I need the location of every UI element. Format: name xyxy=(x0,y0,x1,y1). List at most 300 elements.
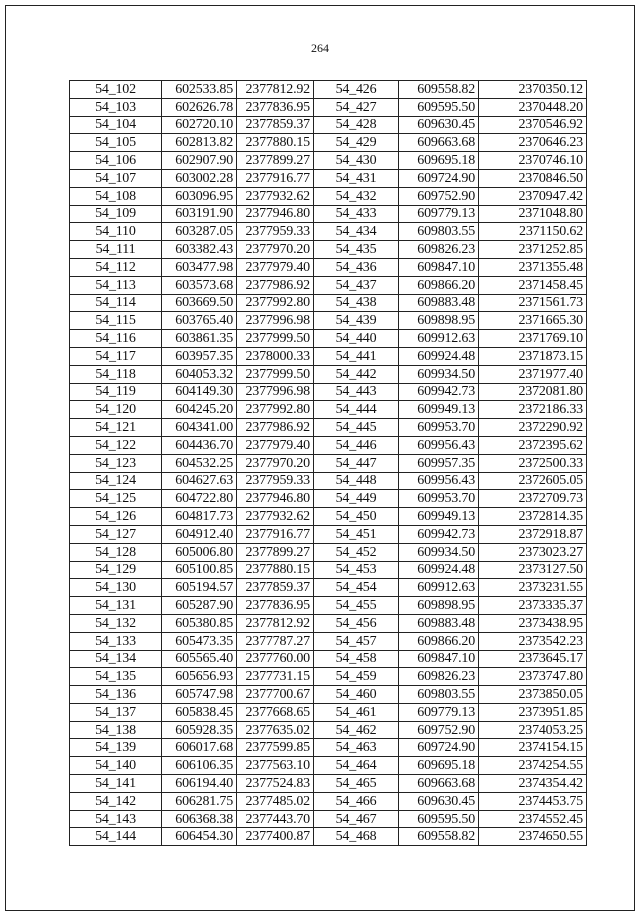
point-id-b-cell: 54_437 xyxy=(314,276,399,294)
point-id-b-cell: 54_438 xyxy=(314,294,399,312)
y-coord-a-cell: 2377563.10 xyxy=(237,757,314,775)
x-coord-a-cell: 605100.85 xyxy=(162,561,237,579)
x-coord-a-cell: 605380.85 xyxy=(162,614,237,632)
x-coord-a-cell: 605565.40 xyxy=(162,650,237,668)
y-coord-a-cell: 2377946.80 xyxy=(237,205,314,223)
y-coord-b-cell: 2373645.17 xyxy=(479,650,587,668)
y-coord-b-cell: 2374453.75 xyxy=(479,792,587,810)
table-row xyxy=(70,775,587,793)
point-id-a-cell: 54_102 xyxy=(70,81,162,99)
table-row xyxy=(70,383,587,401)
y-coord-a-cell: 2377400.87 xyxy=(237,828,314,846)
table-row xyxy=(70,347,587,365)
x-coord-b-cell: 609663.68 xyxy=(399,134,479,152)
point-id-b-cell: 54_460 xyxy=(314,686,399,704)
point-id-b-cell: 54_447 xyxy=(314,454,399,472)
y-coord-b-cell: 2373438.95 xyxy=(479,614,587,632)
x-coord-b-cell: 609663.68 xyxy=(399,775,479,793)
table-row xyxy=(70,810,587,828)
point-id-b-cell: 54_455 xyxy=(314,597,399,615)
point-id-b-cell: 54_452 xyxy=(314,543,399,561)
table-row xyxy=(70,294,587,312)
y-coord-a-cell: 2377836.95 xyxy=(237,597,314,615)
point-id-b-cell: 54_431 xyxy=(314,169,399,187)
point-id-a-cell: 54_110 xyxy=(70,223,162,241)
point-id-a-cell: 54_118 xyxy=(70,365,162,383)
y-coord-a-cell: 2377970.20 xyxy=(237,241,314,259)
y-coord-a-cell: 2377443.70 xyxy=(237,810,314,828)
point-id-b-cell: 54_432 xyxy=(314,187,399,205)
table-row xyxy=(70,668,587,686)
y-coord-a-cell: 2377859.37 xyxy=(237,579,314,597)
x-coord-a-cell: 605838.45 xyxy=(162,703,237,721)
y-coord-b-cell: 2371150.62 xyxy=(479,223,587,241)
point-id-b-cell: 54_448 xyxy=(314,472,399,490)
y-coord-a-cell: 2377916.77 xyxy=(237,169,314,187)
x-coord-a-cell: 606454.30 xyxy=(162,828,237,846)
point-id-a-cell: 54_131 xyxy=(70,597,162,615)
x-coord-a-cell: 603002.28 xyxy=(162,169,237,187)
y-coord-a-cell: 2377812.92 xyxy=(237,81,314,99)
x-coord-a-cell: 603382.43 xyxy=(162,241,237,259)
point-id-a-cell: 54_129 xyxy=(70,561,162,579)
y-coord-a-cell: 2377700.67 xyxy=(237,686,314,704)
x-coord-b-cell: 609957.35 xyxy=(399,454,479,472)
x-coord-b-cell: 609942.73 xyxy=(399,383,479,401)
y-coord-a-cell: 2377635.02 xyxy=(237,721,314,739)
x-coord-a-cell: 602907.90 xyxy=(162,152,237,170)
y-coord-a-cell: 2377899.27 xyxy=(237,543,314,561)
point-id-a-cell: 54_111 xyxy=(70,241,162,259)
x-coord-b-cell: 609695.18 xyxy=(399,152,479,170)
point-id-a-cell: 54_144 xyxy=(70,828,162,846)
point-id-a-cell: 54_123 xyxy=(70,454,162,472)
x-coord-a-cell: 603765.40 xyxy=(162,312,237,330)
table-row xyxy=(70,98,587,116)
point-id-b-cell: 54_450 xyxy=(314,508,399,526)
x-coord-b-cell: 609956.43 xyxy=(399,472,479,490)
point-id-b-cell: 54_456 xyxy=(314,614,399,632)
x-coord-b-cell: 609883.48 xyxy=(399,614,479,632)
point-id-a-cell: 54_137 xyxy=(70,703,162,721)
point-id-a-cell: 54_117 xyxy=(70,347,162,365)
y-coord-a-cell: 2377946.80 xyxy=(237,490,314,508)
y-coord-a-cell: 2377524.83 xyxy=(237,775,314,793)
y-coord-a-cell: 2377970.20 xyxy=(237,454,314,472)
table-row xyxy=(70,401,587,419)
y-coord-b-cell: 2371665.30 xyxy=(479,312,587,330)
point-id-b-cell: 54_429 xyxy=(314,134,399,152)
x-coord-b-cell: 609724.90 xyxy=(399,739,479,757)
table-row xyxy=(70,739,587,757)
x-coord-b-cell: 609924.48 xyxy=(399,347,479,365)
y-coord-b-cell: 2370846.50 xyxy=(479,169,587,187)
y-coord-a-cell: 2377992.80 xyxy=(237,294,314,312)
y-coord-b-cell: 2373023.27 xyxy=(479,543,587,561)
x-coord-b-cell: 609934.50 xyxy=(399,365,479,383)
table-row xyxy=(70,543,587,561)
x-coord-b-cell: 609630.45 xyxy=(399,116,479,134)
x-coord-a-cell: 605287.90 xyxy=(162,597,237,615)
y-coord-a-cell: 2377986.92 xyxy=(237,276,314,294)
x-coord-b-cell: 609826.23 xyxy=(399,668,479,686)
table-row xyxy=(70,632,587,650)
y-coord-b-cell: 2372709.73 xyxy=(479,490,587,508)
point-id-a-cell: 54_143 xyxy=(70,810,162,828)
point-id-b-cell: 54_467 xyxy=(314,810,399,828)
table-row xyxy=(70,134,587,152)
table-row xyxy=(70,508,587,526)
table-row xyxy=(70,365,587,383)
point-id-a-cell: 54_138 xyxy=(70,721,162,739)
table-row xyxy=(70,472,587,490)
y-coord-a-cell: 2377599.85 xyxy=(237,739,314,757)
x-coord-b-cell: 609883.48 xyxy=(399,294,479,312)
point-id-a-cell: 54_139 xyxy=(70,739,162,757)
point-id-a-cell: 54_122 xyxy=(70,436,162,454)
y-coord-a-cell: 2377899.27 xyxy=(237,152,314,170)
x-coord-b-cell: 609630.45 xyxy=(399,792,479,810)
y-coord-a-cell: 2377959.33 xyxy=(237,472,314,490)
point-id-b-cell: 54_453 xyxy=(314,561,399,579)
point-id-a-cell: 54_103 xyxy=(70,98,162,116)
point-id-a-cell: 54_107 xyxy=(70,169,162,187)
y-coord-a-cell: 2377979.40 xyxy=(237,258,314,276)
point-id-b-cell: 54_428 xyxy=(314,116,399,134)
point-id-b-cell: 54_442 xyxy=(314,365,399,383)
y-coord-b-cell: 2372290.92 xyxy=(479,419,587,437)
x-coord-b-cell: 609912.63 xyxy=(399,579,479,597)
x-coord-b-cell: 609949.13 xyxy=(399,401,479,419)
y-coord-a-cell: 2377932.62 xyxy=(237,508,314,526)
y-coord-b-cell: 2371048.80 xyxy=(479,205,587,223)
x-coord-a-cell: 602626.78 xyxy=(162,98,237,116)
x-coord-b-cell: 609595.50 xyxy=(399,98,479,116)
table-row xyxy=(70,223,587,241)
y-coord-a-cell: 2377932.62 xyxy=(237,187,314,205)
point-id-a-cell: 54_130 xyxy=(70,579,162,597)
y-coord-a-cell: 2377787.27 xyxy=(237,632,314,650)
coordinates-table-body xyxy=(70,81,587,846)
x-coord-a-cell: 606281.75 xyxy=(162,792,237,810)
y-coord-a-cell: 2377999.50 xyxy=(237,365,314,383)
table-row xyxy=(70,169,587,187)
x-coord-a-cell: 603477.98 xyxy=(162,258,237,276)
x-coord-a-cell: 606106.35 xyxy=(162,757,237,775)
x-coord-b-cell: 609826.23 xyxy=(399,241,479,259)
page-number: 264 xyxy=(311,41,329,55)
table-row xyxy=(70,614,587,632)
y-coord-b-cell: 2370448.20 xyxy=(479,98,587,116)
y-coord-a-cell: 2377731.15 xyxy=(237,668,314,686)
point-id-b-cell: 54_430 xyxy=(314,152,399,170)
point-id-b-cell: 54_439 xyxy=(314,312,399,330)
table-row xyxy=(70,490,587,508)
table-row xyxy=(70,686,587,704)
y-coord-a-cell: 2377760.00 xyxy=(237,650,314,668)
table-row xyxy=(70,757,587,775)
point-id-a-cell: 54_113 xyxy=(70,276,162,294)
y-coord-a-cell: 2377979.40 xyxy=(237,436,314,454)
y-coord-b-cell: 2371252.85 xyxy=(479,241,587,259)
table-row xyxy=(70,561,587,579)
point-id-a-cell: 54_112 xyxy=(70,258,162,276)
point-id-a-cell: 54_142 xyxy=(70,792,162,810)
table-row xyxy=(70,205,587,223)
point-id-a-cell: 54_120 xyxy=(70,401,162,419)
x-coord-a-cell: 603287.05 xyxy=(162,223,237,241)
point-id-a-cell: 54_132 xyxy=(70,614,162,632)
point-id-a-cell: 54_119 xyxy=(70,383,162,401)
x-coord-b-cell: 609953.70 xyxy=(399,490,479,508)
y-coord-b-cell: 2372814.35 xyxy=(479,508,587,526)
y-coord-a-cell: 2377880.15 xyxy=(237,561,314,579)
y-coord-b-cell: 2372500.33 xyxy=(479,454,587,472)
y-coord-a-cell: 2377996.98 xyxy=(237,312,314,330)
y-coord-b-cell: 2372395.62 xyxy=(479,436,587,454)
y-coord-b-cell: 2373542.23 xyxy=(479,632,587,650)
y-coord-a-cell: 2378000.33 xyxy=(237,347,314,365)
x-coord-b-cell: 609942.73 xyxy=(399,525,479,543)
table-row xyxy=(70,241,587,259)
table-row xyxy=(70,454,587,472)
table-row xyxy=(70,828,587,846)
x-coord-b-cell: 609779.13 xyxy=(399,703,479,721)
x-coord-a-cell: 602720.10 xyxy=(162,116,237,134)
x-coord-a-cell: 603191.90 xyxy=(162,205,237,223)
y-coord-b-cell: 2372081.80 xyxy=(479,383,587,401)
point-id-b-cell: 54_451 xyxy=(314,525,399,543)
x-coord-b-cell: 609558.82 xyxy=(399,828,479,846)
coordinates-table xyxy=(69,80,587,846)
point-id-a-cell: 54_124 xyxy=(70,472,162,490)
point-id-b-cell: 54_458 xyxy=(314,650,399,668)
table-row xyxy=(70,152,587,170)
point-id-b-cell: 54_466 xyxy=(314,792,399,810)
point-id-b-cell: 54_440 xyxy=(314,330,399,348)
table-row xyxy=(70,597,587,615)
x-coord-a-cell: 605194.57 xyxy=(162,579,237,597)
y-coord-a-cell: 2377880.15 xyxy=(237,134,314,152)
x-coord-a-cell: 605006.80 xyxy=(162,543,237,561)
y-coord-b-cell: 2374354.42 xyxy=(479,775,587,793)
x-coord-a-cell: 604245.20 xyxy=(162,401,237,419)
x-coord-a-cell: 605928.35 xyxy=(162,721,237,739)
y-coord-b-cell: 2373747.80 xyxy=(479,668,587,686)
table-row xyxy=(70,721,587,739)
x-coord-a-cell: 603669.50 xyxy=(162,294,237,312)
point-id-a-cell: 54_133 xyxy=(70,632,162,650)
point-id-b-cell: 54_462 xyxy=(314,721,399,739)
y-coord-b-cell: 2374552.45 xyxy=(479,810,587,828)
x-coord-a-cell: 606368.38 xyxy=(162,810,237,828)
x-coord-a-cell: 605747.98 xyxy=(162,686,237,704)
point-id-a-cell: 54_140 xyxy=(70,757,162,775)
table-row xyxy=(70,81,587,99)
y-coord-a-cell: 2377836.95 xyxy=(237,98,314,116)
point-id-a-cell: 54_105 xyxy=(70,134,162,152)
x-coord-b-cell: 609898.95 xyxy=(399,312,479,330)
x-coord-b-cell: 609847.10 xyxy=(399,650,479,668)
y-coord-b-cell: 2371355.48 xyxy=(479,258,587,276)
point-id-b-cell: 54_463 xyxy=(314,739,399,757)
y-coord-b-cell: 2374254.55 xyxy=(479,757,587,775)
x-coord-b-cell: 609949.13 xyxy=(399,508,479,526)
point-id-b-cell: 54_427 xyxy=(314,98,399,116)
y-coord-b-cell: 2371977.40 xyxy=(479,365,587,383)
x-coord-a-cell: 604817.73 xyxy=(162,508,237,526)
point-id-b-cell: 54_436 xyxy=(314,258,399,276)
point-id-a-cell: 54_128 xyxy=(70,543,162,561)
x-coord-b-cell: 609866.20 xyxy=(399,276,479,294)
y-coord-a-cell: 2377996.98 xyxy=(237,383,314,401)
y-coord-b-cell: 2370746.10 xyxy=(479,152,587,170)
point-id-a-cell: 54_109 xyxy=(70,205,162,223)
x-coord-b-cell: 609912.63 xyxy=(399,330,479,348)
x-coord-b-cell: 609752.90 xyxy=(399,721,479,739)
point-id-a-cell: 54_135 xyxy=(70,668,162,686)
x-coord-b-cell: 609724.90 xyxy=(399,169,479,187)
point-id-b-cell: 54_446 xyxy=(314,436,399,454)
point-id-a-cell: 54_141 xyxy=(70,775,162,793)
x-coord-b-cell: 609595.50 xyxy=(399,810,479,828)
y-coord-b-cell: 2373850.05 xyxy=(479,686,587,704)
point-id-b-cell: 54_464 xyxy=(314,757,399,775)
x-coord-a-cell: 606194.40 xyxy=(162,775,237,793)
y-coord-b-cell: 2370546.92 xyxy=(479,116,587,134)
y-coord-a-cell: 2377916.77 xyxy=(237,525,314,543)
x-coord-b-cell: 609847.10 xyxy=(399,258,479,276)
table-row xyxy=(70,330,587,348)
x-coord-a-cell: 604053.32 xyxy=(162,365,237,383)
point-id-b-cell: 54_461 xyxy=(314,703,399,721)
table-row xyxy=(70,525,587,543)
y-coord-b-cell: 2372605.05 xyxy=(479,472,587,490)
x-coord-b-cell: 609558.82 xyxy=(399,81,479,99)
x-coord-b-cell: 609953.70 xyxy=(399,419,479,437)
table-row xyxy=(70,116,587,134)
y-coord-a-cell: 2377959.33 xyxy=(237,223,314,241)
table-row xyxy=(70,258,587,276)
table-row xyxy=(70,276,587,294)
x-coord-b-cell: 609752.90 xyxy=(399,187,479,205)
y-coord-b-cell: 2374053.25 xyxy=(479,721,587,739)
table-row xyxy=(70,419,587,437)
point-id-b-cell: 54_445 xyxy=(314,419,399,437)
point-id-a-cell: 54_115 xyxy=(70,312,162,330)
y-coord-b-cell: 2371873.15 xyxy=(479,347,587,365)
y-coord-a-cell: 2377999.50 xyxy=(237,330,314,348)
point-id-a-cell: 54_127 xyxy=(70,525,162,543)
y-coord-a-cell: 2377986.92 xyxy=(237,419,314,437)
x-coord-b-cell: 609924.48 xyxy=(399,561,479,579)
x-coord-a-cell: 604912.40 xyxy=(162,525,237,543)
y-coord-b-cell: 2372918.87 xyxy=(479,525,587,543)
table-row xyxy=(70,792,587,810)
point-id-b-cell: 54_443 xyxy=(314,383,399,401)
y-coord-b-cell: 2373231.55 xyxy=(479,579,587,597)
x-coord-a-cell: 605473.35 xyxy=(162,632,237,650)
table-row xyxy=(70,187,587,205)
x-coord-b-cell: 609934.50 xyxy=(399,543,479,561)
x-coord-a-cell: 603861.35 xyxy=(162,330,237,348)
table-row xyxy=(70,312,587,330)
table-row xyxy=(70,579,587,597)
point-id-b-cell: 54_434 xyxy=(314,223,399,241)
x-coord-a-cell: 604722.80 xyxy=(162,490,237,508)
point-id-a-cell: 54_104 xyxy=(70,116,162,134)
point-id-b-cell: 54_441 xyxy=(314,347,399,365)
y-coord-b-cell: 2373951.85 xyxy=(479,703,587,721)
x-coord-b-cell: 609956.43 xyxy=(399,436,479,454)
x-coord-a-cell: 604532.25 xyxy=(162,454,237,472)
table-row xyxy=(70,436,587,454)
point-id-b-cell: 54_468 xyxy=(314,828,399,846)
y-coord-b-cell: 2370947.42 xyxy=(479,187,587,205)
x-coord-a-cell: 604341.00 xyxy=(162,419,237,437)
y-coord-b-cell: 2371458.45 xyxy=(479,276,587,294)
y-coord-b-cell: 2374650.55 xyxy=(479,828,587,846)
y-coord-a-cell: 2377812.92 xyxy=(237,614,314,632)
y-coord-a-cell: 2377485.02 xyxy=(237,792,314,810)
point-id-a-cell: 54_126 xyxy=(70,508,162,526)
x-coord-a-cell: 602813.82 xyxy=(162,134,237,152)
table-row xyxy=(70,650,587,668)
point-id-b-cell: 54_465 xyxy=(314,775,399,793)
point-id-a-cell: 54_125 xyxy=(70,490,162,508)
x-coord-b-cell: 609803.55 xyxy=(399,223,479,241)
point-id-b-cell: 54_454 xyxy=(314,579,399,597)
point-id-b-cell: 54_435 xyxy=(314,241,399,259)
point-id-a-cell: 54_114 xyxy=(70,294,162,312)
y-coord-b-cell: 2373127.50 xyxy=(479,561,587,579)
point-id-a-cell: 54_106 xyxy=(70,152,162,170)
point-id-b-cell: 54_449 xyxy=(314,490,399,508)
point-id-b-cell: 54_444 xyxy=(314,401,399,419)
x-coord-b-cell: 609803.55 xyxy=(399,686,479,704)
point-id-b-cell: 54_433 xyxy=(314,205,399,223)
y-coord-b-cell: 2374154.15 xyxy=(479,739,587,757)
x-coord-a-cell: 604627.63 xyxy=(162,472,237,490)
point-id-a-cell: 54_116 xyxy=(70,330,162,348)
y-coord-b-cell: 2371769.10 xyxy=(479,330,587,348)
x-coord-a-cell: 603573.68 xyxy=(162,276,237,294)
y-coord-b-cell: 2373335.37 xyxy=(479,597,587,615)
x-coord-a-cell: 606017.68 xyxy=(162,739,237,757)
x-coord-b-cell: 609695.18 xyxy=(399,757,479,775)
x-coord-a-cell: 602533.85 xyxy=(162,81,237,99)
table-row xyxy=(70,703,587,721)
point-id-b-cell: 54_457 xyxy=(314,632,399,650)
x-coord-b-cell: 609779.13 xyxy=(399,205,479,223)
point-id-a-cell: 54_108 xyxy=(70,187,162,205)
y-coord-b-cell: 2370646.23 xyxy=(479,134,587,152)
y-coord-a-cell: 2377859.37 xyxy=(237,116,314,134)
x-coord-a-cell: 604149.30 xyxy=(162,383,237,401)
point-id-a-cell: 54_121 xyxy=(70,419,162,437)
y-coord-a-cell: 2377992.80 xyxy=(237,401,314,419)
x-coord-a-cell: 603957.35 xyxy=(162,347,237,365)
y-coord-b-cell: 2371561.73 xyxy=(479,294,587,312)
y-coord-b-cell: 2370350.12 xyxy=(479,81,587,99)
y-coord-b-cell: 2372186.33 xyxy=(479,401,587,419)
point-id-a-cell: 54_134 xyxy=(70,650,162,668)
x-coord-a-cell: 604436.70 xyxy=(162,436,237,454)
point-id-b-cell: 54_459 xyxy=(314,668,399,686)
y-coord-a-cell: 2377668.65 xyxy=(237,703,314,721)
x-coord-a-cell: 603096.95 xyxy=(162,187,237,205)
point-id-a-cell: 54_136 xyxy=(70,686,162,704)
